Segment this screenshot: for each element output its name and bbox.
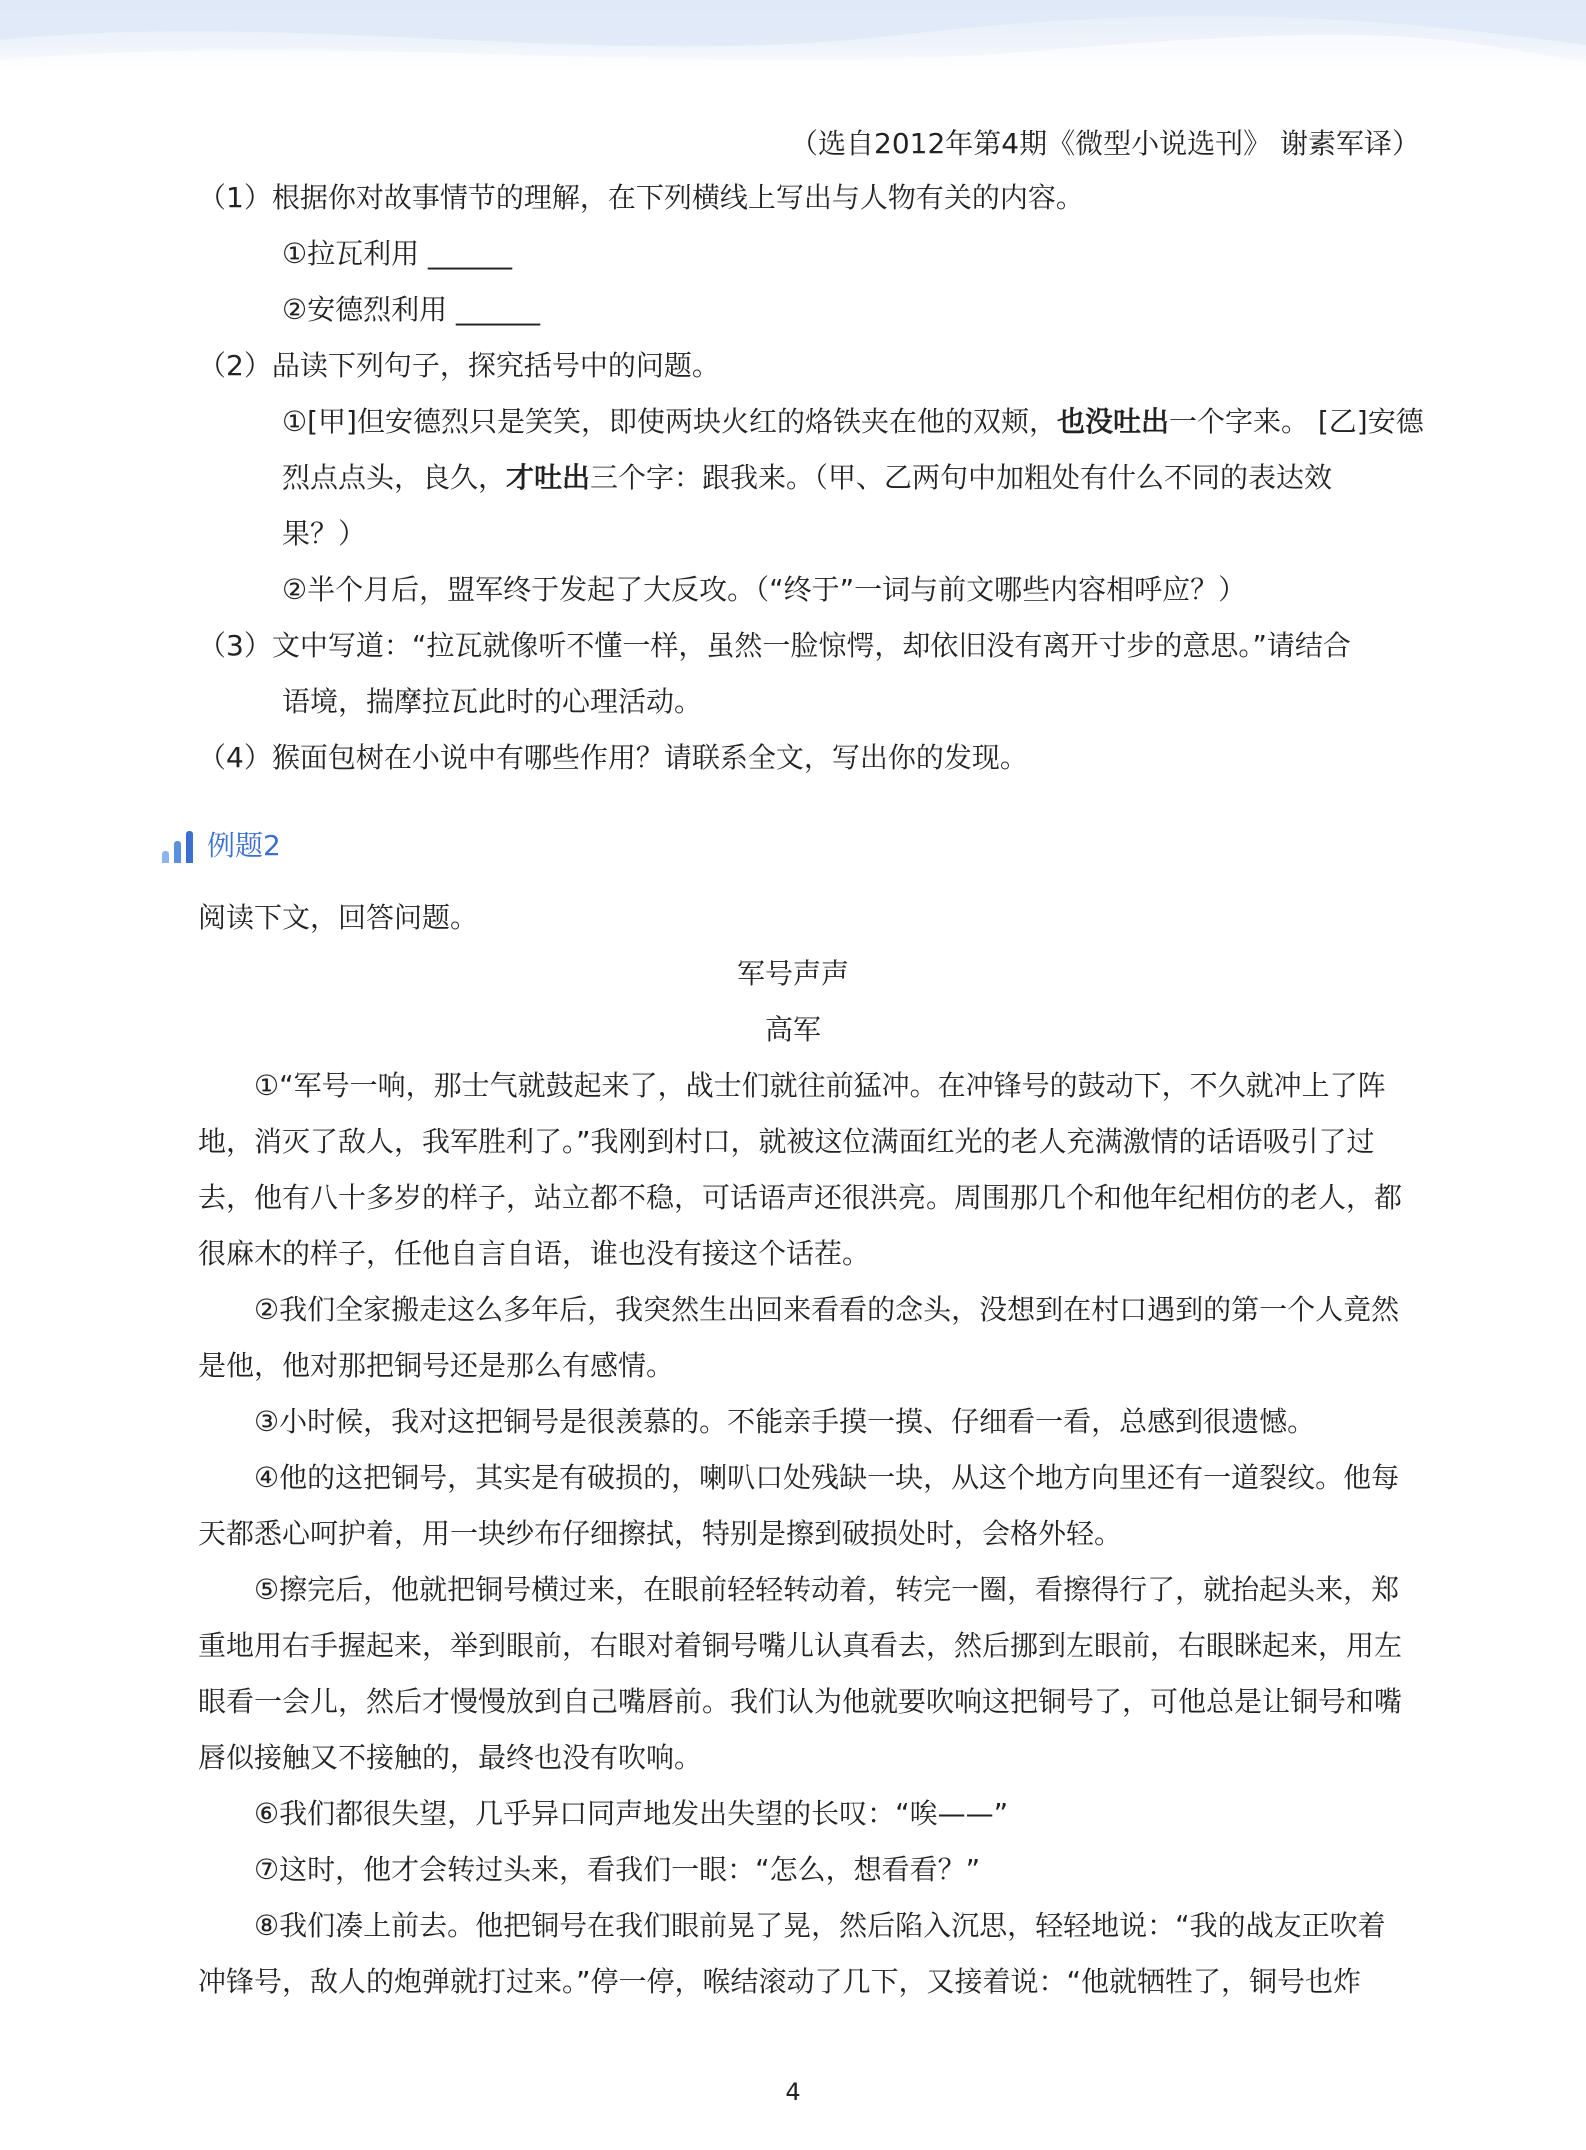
paragraph-line: 重地用右手握起来，举到眼前，右眼对着铜号嘴儿认真看去，然后挪到左眼前，右眼眯起来，用左 [198, 1629, 1403, 1662]
paragraph-line: ⑧我们凑上前去。他把铜号在我们眼前晃了晃，然后陷入沉思，轻轻地说：“我的战友正吹着 [254, 1909, 1386, 1942]
question-2-item-b: ②半个月后，盟军终于发起了大反攻。（“终于”一词与前文哪些内容相呼应？） [282, 573, 1247, 606]
question-2-item-a-line3: 果？） [282, 517, 367, 550]
paragraph-line: ④他的这把铜号，其实是有破损的，喇叭口处残缺一块，从这个地方向里还有一道裂纹。他每 [254, 1461, 1400, 1494]
question-2-item-a-line2 [282, 450, 1332, 506]
source-citation: （选自2012年第4期《微型小说选刊》 谢素军译） [790, 127, 1420, 160]
question-4: （4）猴面包树在小说中有哪些作用？请联系全文，写出你的发现。 [198, 741, 1028, 774]
paragraph-line: ③小时候，我对这把铜号是很羡慕的。不能亲手摸一摸、仔细看一看，总感到很遗憾。 [254, 1405, 1316, 1438]
question-1: （1）根据你对故事情节的理解，在下列横线上写出与人物有关的内容。 [198, 181, 1084, 214]
example-title: 例题2 [207, 829, 281, 862]
paragraph-line: 地，消灭了敌人，我军胜利了。”我刚到村口，就被这位满面红光的老人充满激情的话语吸引了过 [198, 1125, 1375, 1158]
paragraph-line: 去，他有八十多岁的样子，站立都不稳，可话语声还很洪亮。周围那几个和他年纪相仿的老人，都 [198, 1181, 1403, 1214]
question-2-item-a-text: ①[甲]但安德烈只是笑笑，即使两块火红的烙铁夹在他的双颊， [282, 405, 1057, 438]
paragraph-line: 冲锋号，敌人的炮弹就打过来。”停一停，喉结滚动了几下，又接着说：“他就牺牲了，铜号也炸 [198, 1965, 1362, 1998]
bar-chart-icon [162, 829, 193, 863]
reading-instruction: 阅读下文，回答问题。 [198, 901, 479, 934]
question-3-line1: （3）文中写道：“拉瓦就像听不懂一样，虽然一脸惊愕，却依旧没有离开寸步的意思。”请结合 [198, 629, 1351, 662]
paragraph-line: 眼看一会儿，然后才慢慢放到自己嘴唇前。我们认为他就要吹响这把铜号了，可他总是让铜号和嘴 [198, 1685, 1403, 1718]
paragraph-line: ②我们全家搬走这么多年后，我突然生出回来看看的念头，没想到在村口遇到的第一个人竟然 [254, 1293, 1400, 1326]
paragraph-line: ⑤擦完后，他就把铜号横过来，在眼前轻轻转动着，转完一圈，看擦得行了，就抬起头来，郑 [254, 1573, 1400, 1606]
question-2-item-a-text: 烈点点头，良久， [282, 461, 507, 494]
question-1-item-b: ②安德烈利用 ______ [282, 293, 541, 326]
question-2-item-a-text: 一个字来。 [乙]安德 [1168, 405, 1424, 438]
example-heading [162, 818, 281, 874]
question-2-item-a-line1 [282, 394, 1424, 450]
bold-phrase-jia: 也没吐出 [1056, 405, 1169, 438]
question-3-line2: 语境，揣摩拉瓦此时的心理活动。 [282, 685, 703, 718]
question-2: （2）品读下列句子，探究括号中的问题。 [198, 349, 720, 382]
paragraph-line: 很麻木的样子，任他自言自语，谁也没有接这个话茬。 [198, 1237, 871, 1270]
question-1-item-a: ①拉瓦利用 ______ [282, 237, 513, 270]
paragraph-line: 是他，他对那把铜号还是那么有感情。 [198, 1349, 675, 1382]
paragraph-line: 唇似接触又不接触的，最终也没有吹响。 [198, 1741, 703, 1774]
paragraph-line: ①“军号一响，那士气就鼓起来了，战士们就往前猛冲。在冲锋号的鼓动下，不久就冲上了阵 [254, 1069, 1386, 1102]
story-title: 军号声声 [736, 957, 849, 990]
page-number: 4 [785, 2078, 801, 2106]
paragraph-line: 天都悉心呵护着，用一块纱布仔细擦拭，特别是擦到破损处时，会格外轻。 [198, 1517, 1123, 1550]
story-author: 高军 [764, 1013, 821, 1046]
bold-phrase-yi: 才吐出 [506, 461, 591, 494]
paragraph-line: ⑥我们都很失望，几乎异口同声地发出失望的长叹：“唉——” [254, 1797, 1009, 1830]
question-2-item-a-text: 三个字：跟我来。（甲、乙两句中加粗处有什么不同的表达效 [590, 461, 1333, 494]
paragraph-line: ⑦这时，他才会转过头来，看我们一眼：“怎么，想看看？” [254, 1853, 981, 1886]
